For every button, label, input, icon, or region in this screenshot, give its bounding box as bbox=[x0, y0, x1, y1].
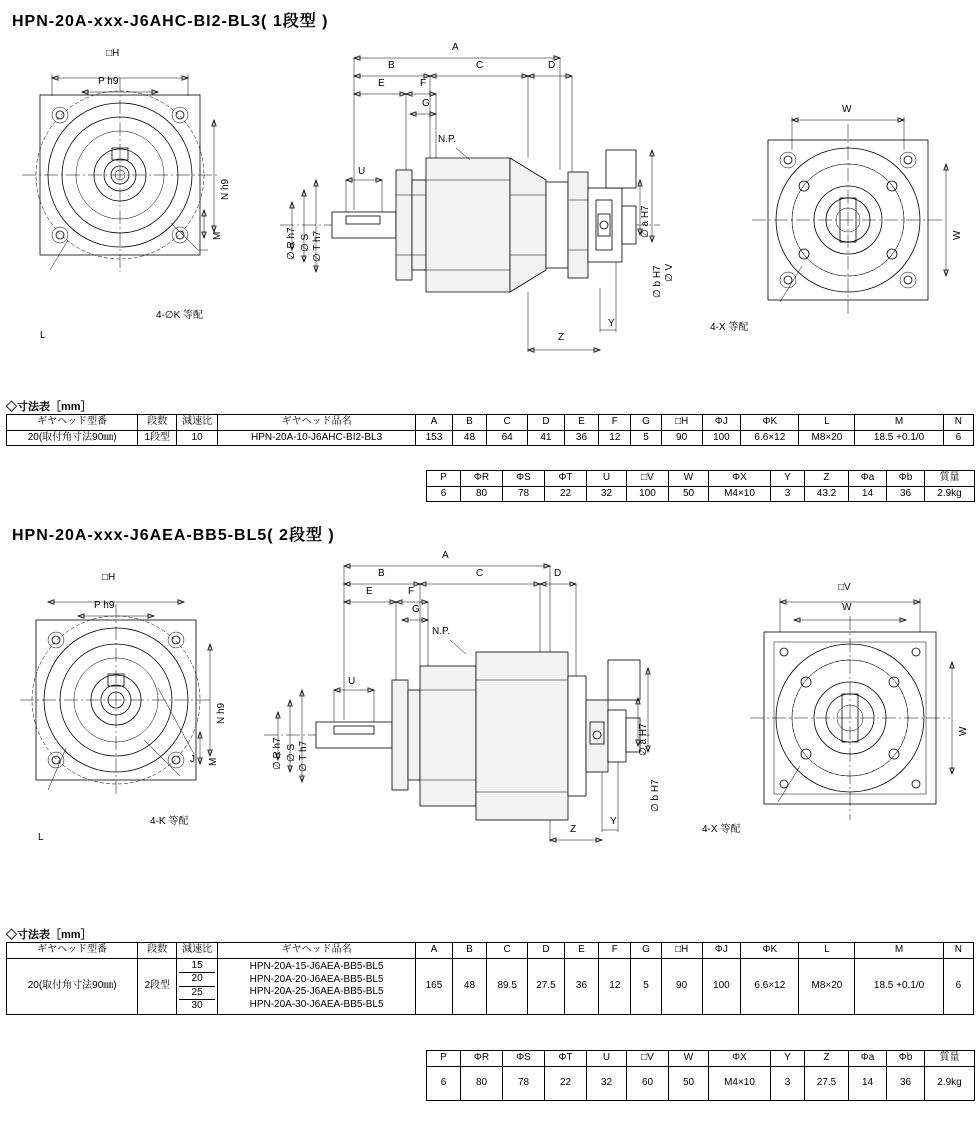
th-dia-r: ΦR bbox=[461, 471, 503, 487]
cell2-k: 6.6×12 bbox=[741, 958, 799, 1014]
cell2-ratio-group bbox=[177, 958, 218, 1014]
label2-square-h: □H bbox=[102, 572, 116, 583]
cell2-product-15: HPN-20A-15-J6AEA-BB5-BL5 bbox=[249, 961, 384, 972]
th-l: L bbox=[799, 415, 855, 431]
th2-g: G bbox=[631, 943, 661, 959]
label2-c: C bbox=[476, 568, 484, 579]
subtable-row bbox=[427, 486, 975, 502]
th-p: P bbox=[427, 471, 461, 487]
label-dia-v: ∅ V bbox=[664, 263, 675, 282]
cell-ratio: 10 bbox=[177, 430, 218, 446]
label2-f: F bbox=[408, 586, 415, 597]
th2-m: M bbox=[855, 943, 943, 959]
th-u: U bbox=[587, 471, 627, 487]
th2-l: L bbox=[799, 943, 855, 959]
th-b: B bbox=[452, 415, 486, 431]
th-product: ギヤヘッド品名 bbox=[218, 415, 416, 431]
cell-k: 6.6×12 bbox=[741, 430, 799, 446]
label-g: G bbox=[422, 98, 430, 109]
th-k: ΦK bbox=[741, 415, 799, 431]
cell-g: 5 bbox=[631, 430, 661, 446]
cell2-ratio-20: 20 bbox=[179, 973, 215, 987]
cell-l: M8×20 bbox=[799, 430, 855, 446]
cell-product: HPN-20A-10-J6AHC-BI2-BL3 bbox=[218, 430, 416, 446]
cell2-ratio-30: 30 bbox=[191, 1000, 203, 1011]
label2-j: J bbox=[190, 754, 195, 765]
drawing-2-right-view bbox=[702, 580, 970, 860]
th2-z: Z bbox=[805, 1051, 849, 1067]
th-f: F bbox=[599, 415, 631, 431]
label-y: Y bbox=[608, 318, 615, 329]
cell-y: 3 bbox=[771, 486, 805, 502]
th2-dia-t: ΦT bbox=[545, 1051, 587, 1067]
cell2-square-v: 60 bbox=[627, 1066, 669, 1100]
th-a: A bbox=[416, 415, 453, 431]
th-j: ΦJ bbox=[702, 415, 741, 431]
cell2-mass: 2.9kg bbox=[925, 1066, 975, 1100]
cell2-b: 48 bbox=[452, 958, 486, 1014]
cell2-a: 165 bbox=[416, 958, 453, 1014]
cell2-p: 6 bbox=[427, 1066, 461, 1100]
label2-l: L bbox=[38, 832, 44, 843]
cell2-l: M8×20 bbox=[799, 958, 855, 1014]
th2-k: ΦK bbox=[741, 943, 799, 959]
cell2-dia-a: 14 bbox=[849, 1066, 887, 1100]
label2-dia-t-h7: ∅ T h7 bbox=[298, 740, 309, 772]
th2-y: Y bbox=[771, 1051, 805, 1067]
th2-c: C bbox=[487, 943, 528, 959]
label-d: D bbox=[548, 60, 556, 71]
label-l: L bbox=[40, 330, 46, 341]
th-h: □H bbox=[661, 415, 702, 431]
th2-a: A bbox=[416, 943, 453, 959]
label2-d: D bbox=[554, 568, 562, 579]
drawing-2-center-view bbox=[250, 540, 680, 870]
cell-h: 90 bbox=[661, 430, 702, 446]
cell-u: 32 bbox=[587, 486, 627, 502]
th2-j: ΦJ bbox=[702, 943, 741, 959]
th2-dia-a: Φa bbox=[849, 1051, 887, 1067]
label-w-right: W bbox=[952, 230, 963, 240]
label-b: B bbox=[388, 60, 395, 71]
label-f: F bbox=[420, 78, 427, 89]
th-d: D bbox=[528, 415, 565, 431]
th-dia-s: ΦS bbox=[503, 471, 545, 487]
cell2-e: 36 bbox=[564, 958, 598, 1014]
th2-dia-x: ΦX bbox=[709, 1051, 771, 1067]
cell2-m: 18.5 +0.1/0 bbox=[855, 958, 943, 1014]
cell2-ratio-15: 15 bbox=[179, 960, 215, 974]
th2-mass: 質量 bbox=[925, 1051, 975, 1067]
label-z: Z bbox=[558, 332, 565, 343]
cell2-z: 27.5 bbox=[805, 1066, 849, 1100]
label-a: A bbox=[452, 42, 459, 53]
cell-mass: 2.9kg bbox=[925, 486, 975, 502]
cell-n: 6 bbox=[943, 430, 973, 446]
table-caption-2: ◇寸法表［mm］ bbox=[6, 929, 92, 941]
label2-dia-a-h7: ∅ a H7 bbox=[638, 723, 649, 756]
th2-product: ギヤヘッド品名 bbox=[218, 943, 416, 959]
cell-dia-a: 14 bbox=[849, 486, 887, 502]
cell2-product-25: HPN-20A-25-J6AEA-BB5-BL5 bbox=[249, 986, 384, 997]
label-c: C bbox=[476, 60, 484, 71]
cell2-n: 6 bbox=[943, 958, 973, 1014]
label-m: M bbox=[212, 231, 223, 240]
label2-p-h9: P h9 bbox=[94, 600, 115, 611]
label2-u: U bbox=[348, 676, 356, 687]
table-caption-1: ◇寸法表［mm］ bbox=[6, 401, 92, 413]
cell2-product-30: HPN-20A-30-J6AEA-BB5-BL5 bbox=[249, 998, 384, 1010]
label2-4-k-equal: 4-K 等配 bbox=[150, 816, 189, 827]
cell-dia-t: 22 bbox=[545, 486, 587, 502]
th-model: ギヤヘッド型番 bbox=[7, 415, 138, 431]
cell-w: 50 bbox=[669, 486, 709, 502]
cell2-dia-t: 22 bbox=[545, 1066, 587, 1100]
cell2-w: 50 bbox=[669, 1066, 709, 1100]
cell-square-v: 100 bbox=[627, 486, 669, 502]
label-dia-a-h7: ∅ a H7 bbox=[640, 205, 651, 238]
cell2-g: 5 bbox=[631, 958, 661, 1014]
drawing-2-left-view bbox=[8, 572, 238, 880]
label-square-h: □H bbox=[106, 48, 120, 59]
label-dia-r-h7: ∅ R h7 bbox=[286, 227, 297, 260]
th2-f: F bbox=[599, 943, 631, 959]
section-title-1: HPN-20A-xxx-J6AHC-BI2-BL3( 1段型 ) bbox=[12, 13, 329, 30]
cell2-ratio-25: 25 bbox=[179, 987, 215, 1001]
th2-stages: 段数 bbox=[138, 943, 177, 959]
cell2-stages: 2段型 bbox=[138, 958, 177, 1014]
th2-n: N bbox=[943, 943, 973, 959]
label2-dia-s: ∅ S bbox=[286, 743, 297, 762]
label2-m: M bbox=[208, 757, 219, 766]
cell2-j: 100 bbox=[702, 958, 741, 1014]
cell-d: 41 bbox=[528, 430, 565, 446]
th2-u: U bbox=[587, 1051, 627, 1067]
subtable-header-row bbox=[427, 471, 975, 487]
th-dia-b: Φb bbox=[887, 471, 925, 487]
table-row bbox=[7, 958, 974, 1014]
label-dia-b-h7: ∅ b H7 bbox=[652, 265, 663, 298]
cell-dia-r: 80 bbox=[461, 486, 503, 502]
cell2-h: 90 bbox=[661, 958, 702, 1014]
label-u: U bbox=[358, 166, 366, 177]
cell-j: 100 bbox=[702, 430, 741, 446]
label-4-x-equal: 4-X 等配 bbox=[710, 322, 749, 333]
cell-model: 20(取付角寸法90㎜) bbox=[7, 430, 138, 446]
th-mass: 質量 bbox=[925, 471, 975, 487]
label2-4-x-equal: 4-X 等配 bbox=[702, 824, 741, 835]
label-4-k-equal: 4-∅K 等配 bbox=[156, 310, 204, 321]
th2-dia-s: ΦS bbox=[503, 1051, 545, 1067]
cell-stages: 1段型 bbox=[138, 430, 177, 446]
label2-z: Z bbox=[570, 824, 577, 835]
th2-w: W bbox=[669, 1051, 709, 1067]
dimension-table-1 bbox=[6, 414, 974, 446]
subtable-row bbox=[427, 1066, 975, 1100]
th-e: E bbox=[564, 415, 598, 431]
th-c: C bbox=[487, 415, 528, 431]
label2-dia-r-h7: ∅ R h7 bbox=[272, 737, 283, 770]
section-title-2: HPN-20A-xxx-J6AEA-BB5-BL5( 2段型 ) bbox=[12, 527, 335, 544]
drawing-1-center-view bbox=[260, 30, 680, 370]
th2-model: ギヤヘッド型番 bbox=[7, 943, 138, 959]
table-header-row bbox=[7, 943, 974, 959]
th-dia-t: ΦT bbox=[545, 471, 587, 487]
th-w: W bbox=[669, 471, 709, 487]
th2-e: E bbox=[564, 943, 598, 959]
label2-dia-b-h7: ∅ b H7 bbox=[650, 779, 661, 812]
label2-square-v: □V bbox=[838, 582, 851, 593]
cell2-f: 12 bbox=[599, 958, 631, 1014]
cell-z: 43.2 bbox=[805, 486, 849, 502]
cell2-product-group bbox=[218, 958, 416, 1014]
label2-n-h9: N h9 bbox=[216, 702, 227, 724]
label2-g: G bbox=[412, 604, 420, 615]
dimension-table-2 bbox=[6, 942, 974, 1015]
th-z: Z bbox=[805, 471, 849, 487]
th-dia-a: Φa bbox=[849, 471, 887, 487]
th-y: Y bbox=[771, 471, 805, 487]
cell-c: 64 bbox=[487, 430, 528, 446]
th2-dia-r: ΦR bbox=[461, 1051, 503, 1067]
th-m: M bbox=[855, 415, 943, 431]
cell2-c: 89.5 bbox=[487, 958, 528, 1014]
th2-p: P bbox=[427, 1051, 461, 1067]
cell2-model: 20(取付角寸法90㎜) bbox=[7, 958, 138, 1014]
th-ratio: 減速比 bbox=[177, 415, 218, 431]
subtable-header-row bbox=[427, 1051, 975, 1067]
th2-d: D bbox=[528, 943, 565, 959]
table-row bbox=[7, 430, 974, 446]
cell-a: 153 bbox=[416, 430, 453, 446]
cell-f: 12 bbox=[599, 430, 631, 446]
cell2-dia-s: 78 bbox=[503, 1066, 545, 1100]
cell-b: 48 bbox=[452, 430, 486, 446]
drawing-1-right-view bbox=[710, 90, 970, 360]
cell2-dia-b: 36 bbox=[887, 1066, 925, 1100]
label-p-h9: P h9 bbox=[98, 76, 119, 87]
th-n: N bbox=[943, 415, 973, 431]
th2-ratio: 減速比 bbox=[177, 943, 218, 959]
cell2-dia-r: 80 bbox=[461, 1066, 503, 1100]
cell-m: 18.5 +0.1/0 bbox=[855, 430, 943, 446]
th-dia-x: ΦX bbox=[709, 471, 771, 487]
cell-dia-b: 36 bbox=[887, 486, 925, 502]
label2-b: B bbox=[378, 568, 385, 579]
th2-dia-b: Φb bbox=[887, 1051, 925, 1067]
label-dia-t-h7: ∅ T h7 bbox=[312, 230, 323, 262]
table-header-row bbox=[7, 415, 974, 431]
label2-y: Y bbox=[610, 816, 617, 827]
cell-dia-x: M4×10 bbox=[709, 486, 771, 502]
cell-e: 36 bbox=[564, 430, 598, 446]
cell2-u: 32 bbox=[587, 1066, 627, 1100]
drawing-1-left-view bbox=[8, 48, 238, 370]
label-e: E bbox=[378, 78, 385, 89]
th-g: G bbox=[631, 415, 661, 431]
th-stages: 段数 bbox=[138, 415, 177, 431]
cell2-dia-x: M4×10 bbox=[709, 1066, 771, 1100]
label2-w-right: W bbox=[958, 726, 969, 736]
cell2-d: 27.5 bbox=[528, 958, 565, 1014]
label-w-top: W bbox=[842, 104, 852, 115]
label-dia-s: ∅ S bbox=[300, 233, 311, 252]
th2-square-v: □V bbox=[627, 1051, 669, 1067]
dimension-subtable-1 bbox=[426, 470, 975, 502]
cell2-y: 3 bbox=[771, 1066, 805, 1100]
cell2-product-20: HPN-20A-20-J6AEA-BB5-BL5 bbox=[249, 973, 384, 985]
th-square-v: □V bbox=[627, 471, 669, 487]
cell-p: 6 bbox=[427, 486, 461, 502]
label-n-h9: N h9 bbox=[220, 178, 231, 200]
th2-b: B bbox=[452, 943, 486, 959]
dimension-subtable-2 bbox=[426, 1050, 975, 1101]
label2-w-top: W bbox=[842, 602, 852, 613]
cell-dia-s: 78 bbox=[503, 486, 545, 502]
label2-np: N.P. bbox=[432, 626, 451, 637]
label2-e: E bbox=[366, 586, 373, 597]
label-np: N.P. bbox=[438, 134, 457, 145]
th2-h: □H bbox=[661, 943, 702, 959]
label2-a: A bbox=[442, 550, 449, 561]
